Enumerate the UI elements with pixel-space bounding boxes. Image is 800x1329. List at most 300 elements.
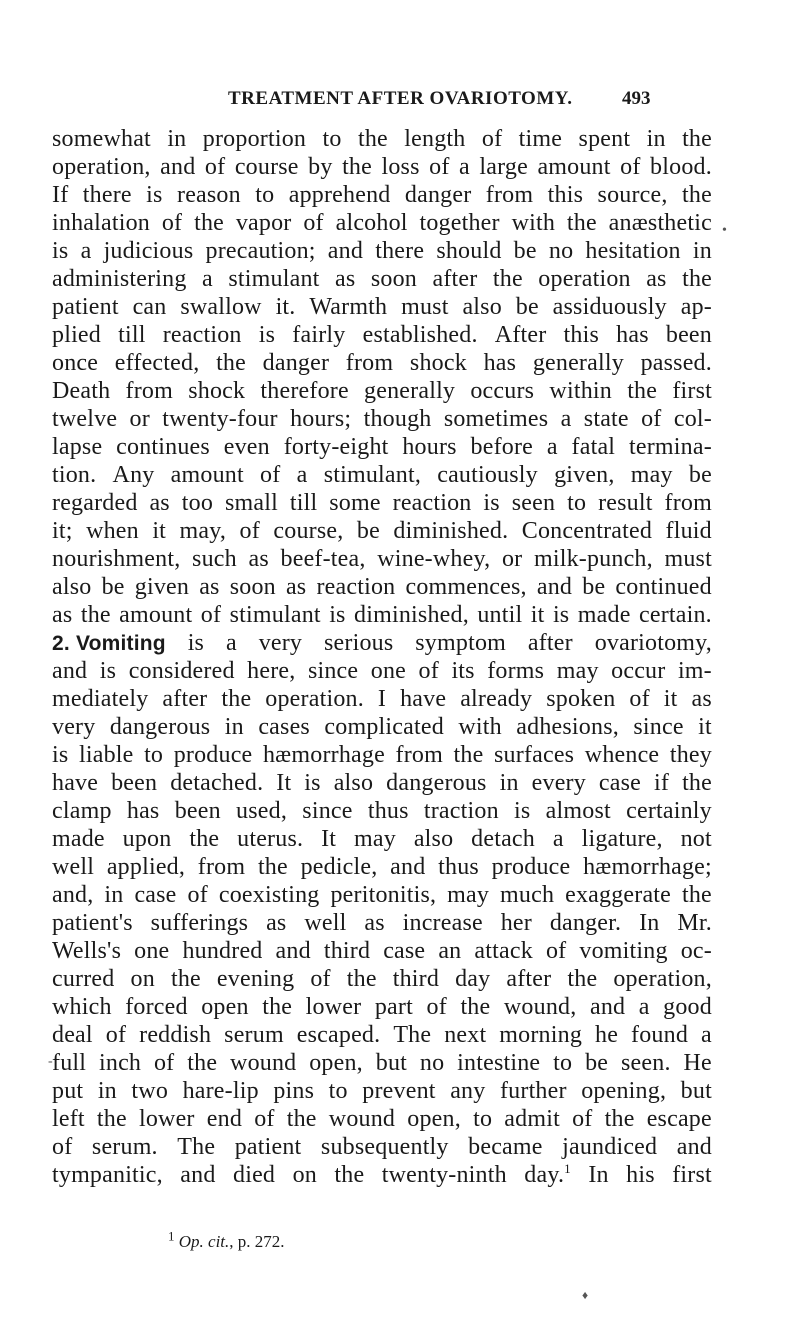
- word: patient's: [52, 910, 133, 936]
- word: in: [646, 126, 666, 152]
- word: escaped.: [296, 1022, 381, 1048]
- word: of: [153, 1050, 175, 1076]
- word: amount: [170, 462, 244, 488]
- word: passed.: [640, 350, 712, 376]
- word: lower: [305, 994, 362, 1020]
- word: after: [162, 686, 208, 712]
- word: the: [346, 966, 377, 992]
- word: thus: [367, 798, 409, 824]
- word: blood.: [650, 154, 712, 180]
- word: In: [639, 910, 660, 936]
- word: or: [501, 546, 523, 572]
- word: of: [200, 602, 222, 628]
- word: liable: [78, 742, 134, 768]
- word: forty-eight: [283, 434, 389, 460]
- word: the: [342, 154, 372, 180]
- word: If: [52, 182, 69, 208]
- margin-dot-mark: •: [722, 223, 727, 238]
- text-line: [52, 573, 712, 601]
- word: is: [514, 798, 531, 824]
- word: reaction: [316, 574, 396, 600]
- word: peritonitis,: [330, 882, 437, 908]
- word: every: [531, 770, 586, 796]
- word: morning: [499, 1022, 583, 1048]
- text-line-final: [52, 1161, 712, 1189]
- word: the: [187, 1050, 218, 1076]
- word: good: [663, 994, 712, 1020]
- word: the: [221, 686, 252, 712]
- word: as: [199, 574, 220, 600]
- word: a: [225, 630, 237, 656]
- word: open: [201, 994, 249, 1020]
- word: no: [419, 1050, 445, 1076]
- word: generally: [364, 378, 456, 404]
- text-line: [52, 209, 712, 237]
- word: apprehend: [288, 182, 391, 208]
- word: reason: [177, 182, 241, 208]
- word: mediately: [52, 686, 149, 712]
- word: adhesions,: [516, 714, 619, 740]
- word: even: [223, 434, 270, 460]
- word: tympanitic,: [52, 1162, 163, 1188]
- word: further: [499, 1078, 567, 1104]
- word: third: [392, 966, 440, 992]
- word: and: [536, 574, 573, 600]
- word: till: [289, 490, 318, 516]
- word: to: [553, 1050, 573, 1076]
- text-line: [52, 853, 712, 881]
- footnote-reference: 1: [564, 1161, 571, 1176]
- footnote-marker: 1: [168, 1228, 175, 1244]
- word: It: [321, 826, 337, 852]
- word: he: [595, 1022, 619, 1048]
- word: be: [356, 518, 380, 544]
- footnote-citation: Op. cit.: [178, 1232, 230, 1251]
- word: a: [80, 238, 92, 264]
- word: oc-: [680, 938, 712, 964]
- word: detached.: [170, 770, 264, 796]
- word: the: [627, 378, 658, 404]
- word: lapse: [52, 434, 103, 460]
- word: escape: [646, 1106, 712, 1132]
- word: soon: [229, 574, 276, 600]
- word: part: [374, 994, 413, 1020]
- word: and: [275, 938, 311, 964]
- word: state: [583, 406, 629, 432]
- word: spoken: [546, 686, 616, 712]
- word: this: [563, 322, 600, 348]
- text-line: [52, 993, 712, 1021]
- word: when: [86, 518, 139, 544]
- word: considered: [128, 658, 235, 684]
- word: left: [52, 1106, 85, 1132]
- word: inch: [99, 1050, 142, 1076]
- word: before: [470, 434, 534, 460]
- word: of: [303, 210, 324, 236]
- word: till: [118, 322, 146, 348]
- word: be: [515, 294, 539, 320]
- word: of: [105, 1022, 127, 1048]
- word: administering: [52, 266, 187, 292]
- word: anæsthetic: [608, 210, 712, 236]
- word: a: [202, 266, 213, 292]
- word: tion.: [52, 462, 97, 488]
- word: time: [518, 126, 563, 152]
- word: of: [310, 966, 331, 992]
- word: After: [494, 322, 547, 348]
- word: danger: [262, 350, 330, 376]
- word: in: [692, 238, 712, 264]
- word: cautiously: [437, 462, 538, 488]
- word: of: [418, 658, 439, 684]
- word: assiduously: [552, 294, 667, 320]
- text-line: [52, 825, 712, 853]
- word: opening,: [581, 1078, 667, 1104]
- word: operation: [538, 266, 631, 292]
- word: his: [626, 1162, 655, 1188]
- text-line: [52, 909, 712, 937]
- word: wound: [328, 1106, 396, 1132]
- word: its: [451, 658, 475, 684]
- word: vapor: [235, 210, 292, 236]
- word: of: [187, 882, 208, 908]
- word: no: [548, 238, 574, 264]
- word: of: [481, 126, 503, 152]
- word: increase: [402, 910, 483, 936]
- word: it;: [52, 518, 73, 544]
- word: somewhat: [52, 126, 151, 152]
- word: Death: [52, 378, 111, 404]
- word: certain.: [638, 602, 712, 628]
- word: amount: [537, 154, 611, 180]
- word: within: [549, 378, 612, 404]
- word: evening: [216, 966, 295, 992]
- word: continued: [615, 574, 712, 600]
- word: generally: [532, 350, 624, 376]
- word: hours;: [290, 406, 352, 432]
- word: wound: [230, 1050, 297, 1076]
- word: well: [52, 854, 95, 880]
- word: soon: [370, 266, 417, 292]
- word: this: [547, 182, 584, 208]
- word: the: [357, 126, 388, 152]
- word: reaction: [162, 322, 242, 348]
- word: hours: [402, 434, 457, 460]
- word: from: [125, 378, 173, 404]
- word: from: [197, 854, 246, 880]
- text-line: [52, 433, 712, 461]
- word: admit: [504, 1106, 560, 1132]
- word: seen: [511, 490, 556, 516]
- word: hæmorrhage;: [583, 854, 712, 880]
- text-line: [52, 965, 712, 993]
- word: must: [664, 546, 712, 572]
- word: col-: [673, 406, 712, 432]
- word: by: [308, 154, 333, 180]
- word: course,: [273, 518, 344, 544]
- word: is: [483, 490, 500, 516]
- word: therefore: [260, 378, 349, 404]
- word: shock: [188, 378, 246, 404]
- word: and: [676, 1134, 712, 1160]
- word: of: [161, 210, 183, 236]
- word: In: [588, 1162, 609, 1188]
- word: a: [638, 994, 650, 1020]
- word: stimulant: [228, 266, 320, 292]
- word: first: [672, 378, 712, 404]
- word: ovariotomy,: [594, 630, 712, 656]
- word: well: [304, 910, 347, 936]
- text-line: [52, 769, 712, 797]
- word: as: [646, 266, 667, 292]
- text-line: [52, 657, 712, 685]
- word: prevent: [362, 1078, 436, 1104]
- word: a: [546, 434, 558, 460]
- word: be: [101, 574, 125, 600]
- word: the: [567, 966, 598, 992]
- word: clamp: [52, 798, 112, 824]
- word: in: [224, 714, 244, 740]
- word: end: [206, 1106, 243, 1132]
- word: if: [654, 770, 670, 796]
- word: the: [681, 882, 712, 908]
- word: of: [239, 518, 260, 544]
- word: as: [285, 574, 307, 600]
- word: of: [52, 1134, 73, 1160]
- word: to: [328, 1078, 348, 1104]
- word: effected,: [114, 350, 200, 376]
- text-line: [52, 181, 712, 209]
- word: may: [556, 658, 599, 684]
- word: the: [286, 1106, 317, 1132]
- word: as: [266, 910, 287, 936]
- word: is: [258, 322, 276, 348]
- word: with: [511, 210, 556, 236]
- word: occurs: [470, 378, 535, 404]
- word: of: [620, 154, 641, 180]
- word: any: [450, 1078, 486, 1104]
- word: much: [500, 882, 555, 908]
- word: nourishment,: [52, 546, 181, 572]
- word: it: [530, 602, 545, 628]
- word: is: [52, 742, 69, 768]
- margin-bottom-mark: ♦: [582, 1288, 589, 1302]
- word: after: [527, 630, 573, 656]
- word: has: [616, 322, 649, 348]
- word: case: [134, 882, 177, 908]
- word: since: [633, 714, 684, 740]
- word: upon: [122, 826, 172, 852]
- text-line: [52, 1021, 712, 1049]
- word: regarded: [52, 490, 138, 516]
- word: a: [701, 1022, 712, 1048]
- word: The: [393, 1022, 432, 1048]
- text-line: [52, 713, 712, 741]
- word: died: [233, 1162, 276, 1188]
- word: have: [52, 770, 99, 796]
- word: danger.: [549, 910, 622, 936]
- word: cases: [258, 714, 310, 740]
- word: made: [577, 602, 631, 628]
- word: to: [144, 742, 164, 768]
- word: reddish: [139, 1022, 212, 1048]
- word: of: [429, 154, 450, 180]
- word: given,: [554, 462, 615, 488]
- word: given: [134, 574, 190, 600]
- word: there: [82, 182, 132, 208]
- word: been: [111, 770, 158, 796]
- word: exaggerate: [565, 882, 672, 908]
- word: is: [146, 182, 163, 208]
- word: from: [664, 490, 712, 516]
- word: from: [395, 742, 443, 768]
- word: amount: [119, 602, 193, 628]
- word: Any: [112, 462, 155, 488]
- word: patient: [52, 294, 119, 320]
- word: the: [566, 210, 597, 236]
- word: the: [604, 1106, 635, 1132]
- word: should: [436, 238, 502, 264]
- word: the: [257, 854, 288, 880]
- text-line: [52, 265, 712, 293]
- section-label-vomiting: 2. Vomiting: [52, 632, 166, 655]
- word: diminished.: [393, 518, 509, 544]
- footnote: [168, 1228, 285, 1252]
- word: sufferings: [150, 910, 249, 936]
- word: serum.: [91, 1134, 158, 1160]
- word: produce: [173, 742, 253, 768]
- word: ap-: [680, 294, 712, 320]
- text-line: [52, 237, 712, 265]
- text-line: [52, 321, 712, 349]
- running-title: TREATMENT AFTER OVARIOTOMY.: [228, 88, 573, 109]
- word: patient: [234, 1134, 302, 1160]
- word: complicated: [324, 714, 444, 740]
- word: put: [52, 1078, 84, 1104]
- word: sometimes: [443, 406, 549, 432]
- word: Mr.: [677, 910, 712, 936]
- word: it: [698, 714, 712, 740]
- word: forms: [487, 658, 545, 684]
- word: also: [413, 826, 454, 852]
- word: to: [567, 490, 587, 516]
- word: Warmth: [309, 294, 388, 320]
- word: full: [52, 1050, 87, 1076]
- word: inhalation: [52, 210, 150, 236]
- word: and: [390, 854, 426, 880]
- text-line: [52, 517, 712, 545]
- text-line: [52, 405, 712, 433]
- word: pins: [273, 1078, 315, 1104]
- word: to: [255, 182, 275, 208]
- word: He: [683, 1050, 712, 1076]
- word: symptom: [415, 630, 507, 656]
- word: the: [492, 266, 523, 292]
- word: a: [560, 406, 572, 432]
- word: is: [187, 630, 205, 656]
- word: but: [680, 1078, 712, 1104]
- margin-dash-mark: -: [48, 1054, 53, 1069]
- text-line: [52, 741, 712, 769]
- word: such: [192, 546, 237, 572]
- word: vomiting: [579, 938, 668, 964]
- word: source,: [597, 182, 668, 208]
- word: can: [132, 294, 167, 320]
- word: of: [426, 994, 447, 1020]
- word: it: [152, 518, 167, 544]
- word: proportion: [202, 126, 307, 152]
- word: as: [364, 910, 385, 936]
- text-line: [52, 1077, 712, 1105]
- word: of: [204, 154, 226, 180]
- word: also: [52, 574, 92, 600]
- word: the: [682, 182, 712, 208]
- word: in: [499, 770, 519, 796]
- word: detach: [471, 826, 535, 852]
- word: open,: [407, 1106, 461, 1132]
- word: serious: [324, 630, 394, 656]
- word: of: [260, 462, 281, 488]
- word: have: [400, 686, 447, 712]
- word: which: [52, 994, 112, 1020]
- word: jaundiced: [562, 1134, 658, 1160]
- word: after: [506, 966, 552, 992]
- word: also: [462, 294, 502, 320]
- word: too: [181, 490, 214, 516]
- word: traction: [423, 798, 499, 824]
- word: certainly: [626, 798, 712, 824]
- word: hæmorrhage: [262, 742, 385, 768]
- word: dangerous: [386, 770, 487, 796]
- word: been: [665, 322, 712, 348]
- word: with: [458, 714, 502, 740]
- word: once: [52, 350, 99, 376]
- word: loss: [381, 154, 420, 180]
- word: may: [630, 462, 673, 488]
- word: on: [292, 1162, 317, 1188]
- word: almost: [545, 798, 611, 824]
- word: curred: [52, 966, 115, 992]
- text-line: [52, 377, 712, 405]
- word: stimulant: [229, 602, 321, 628]
- word: it: [663, 686, 678, 712]
- word: since: [307, 658, 359, 684]
- word: the: [216, 350, 246, 376]
- text-line: [52, 293, 712, 321]
- word: whence: [584, 742, 660, 768]
- word: from: [485, 182, 534, 208]
- word: operation,: [613, 966, 712, 992]
- word: Concentrated: [521, 518, 653, 544]
- word: first: [672, 1162, 712, 1188]
- text-line: [52, 545, 712, 573]
- word: day: [455, 966, 491, 992]
- text-line: [52, 125, 712, 153]
- word: a: [459, 154, 470, 180]
- word: has: [483, 350, 517, 376]
- word: to: [473, 1106, 493, 1132]
- word: be: [688, 462, 712, 488]
- word: as: [334, 266, 356, 292]
- text-line: [52, 1105, 712, 1133]
- word: lower: [138, 1106, 195, 1132]
- word: be: [585, 1050, 609, 1076]
- word: in: [97, 1078, 117, 1104]
- word: two: [131, 1078, 169, 1104]
- word: here,: [247, 658, 296, 684]
- word: applied,: [106, 854, 186, 880]
- word: hundred: [182, 938, 263, 964]
